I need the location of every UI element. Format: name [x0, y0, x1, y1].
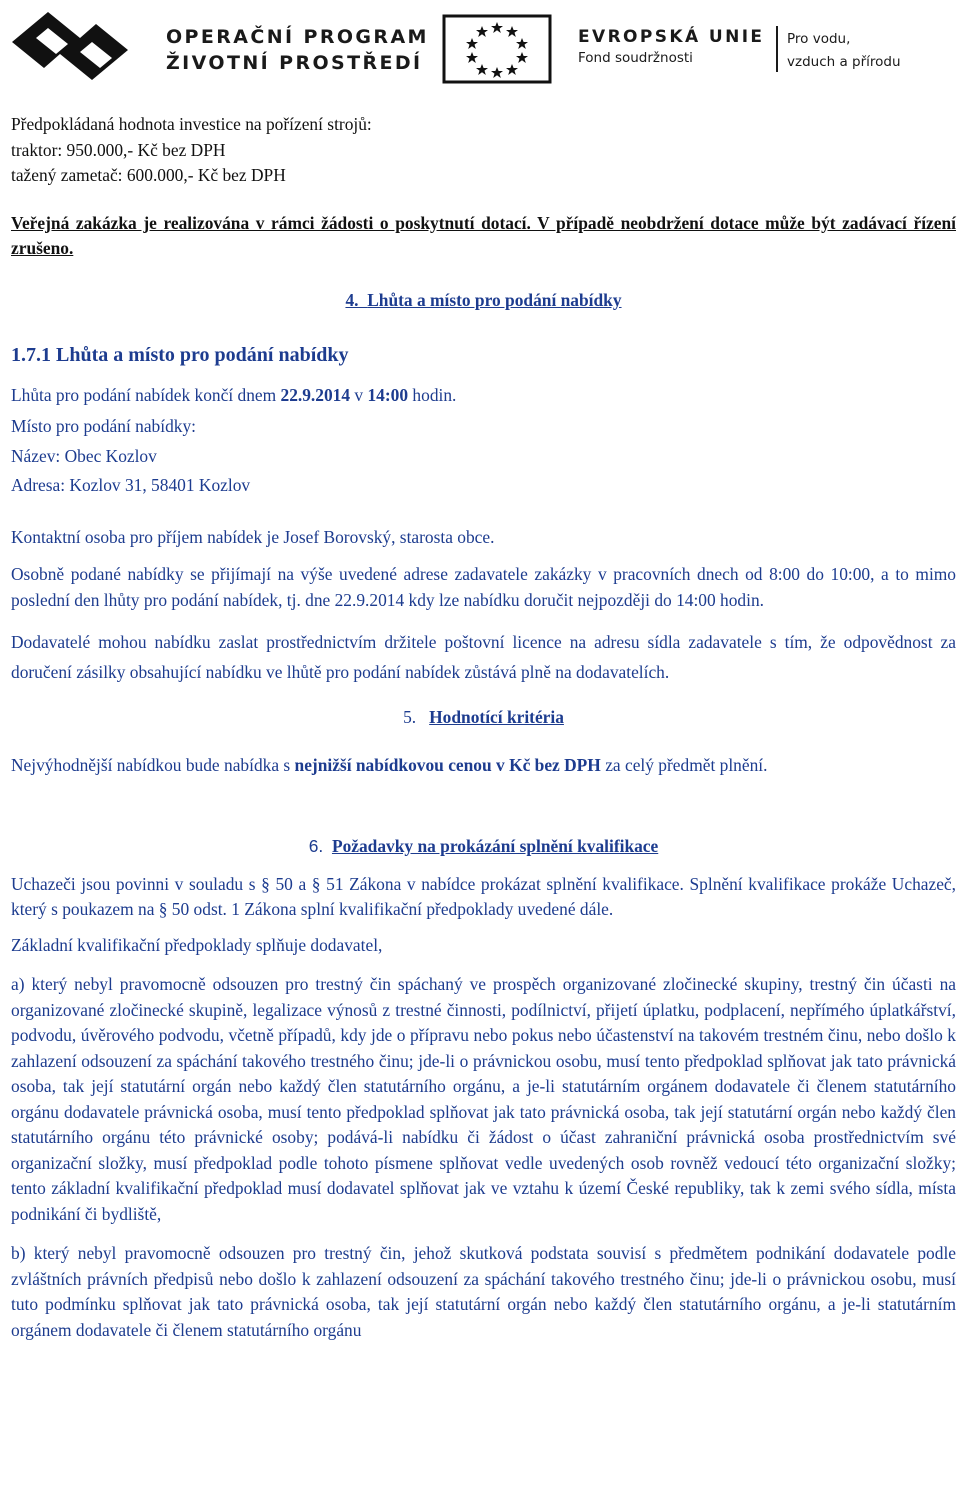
place-label: Místo pro podání nabídky:: [11, 416, 197, 436]
qualification-item-b: b) který nebyl pravomocně odsouzen pro trestný čin, jehož skutková podstata souvisí s předmětem podnikání dodavatele podle zvláštních právních předpisů nebo došlo k zahlazení odsouzení za spáchání takového trestného činu; jde-li o právnickou osobu, musí tuto podmínku splňovat jak tato právnická osoba, tak její statutární orgán nebo každý člen statutárního orgánu, a je-li statutárním orgánem dodavatele či členem statutárního orgánu: [11, 1243, 956, 1340]
section-5-heading: [11, 705, 956, 731]
section-4-title: Lhůta a místo pro podání nabídky: [367, 289, 622, 310]
section-6-number: 6.: [308, 836, 324, 856]
section-6-heading: [11, 834, 956, 860]
eu-fund: Fond soudržnosti: [578, 50, 693, 66]
subsection-title: Lhůta a místo pro podání nabídky: [56, 344, 349, 366]
deadline-date: 22.9.2014: [280, 384, 351, 405]
motto: [787, 28, 901, 74]
operacni-program-logo-icon: [8, 2, 158, 88]
deadline-time: 14:00: [367, 384, 409, 405]
header-divider: [776, 26, 778, 72]
section-5-text: [11, 753, 956, 779]
section-5-title: Hodnotící kritéria: [429, 707, 564, 727]
motto-line-1: Pro vodu,: [787, 31, 851, 47]
motto-line-2: vzduch a přírodu: [787, 54, 901, 70]
section-5-text-post: za celý předmět plnění.: [605, 754, 768, 775]
place-address: Adresa: Kozlov 31, 58401 Kozlov: [11, 475, 251, 495]
place-name: Název: Obec Kozlov: [11, 445, 157, 466]
eu-title: EVROPSKÁ UNIE: [578, 27, 765, 47]
basic-qualification: Základní kvalifikační předpoklady splňuje dodavatel,: [11, 934, 383, 955]
program-line-1: OPERAČNÍ PROGRAM: [166, 26, 429, 48]
program-name: [166, 24, 429, 76]
eu-block: [578, 26, 764, 68]
postal-submission: Dodavatelé mohou nabídku zaslat prostřednictvím držitele poštovní licence na adresu sídla zadavatele s tím, že odpovědnost za doručení zásilky obsahující nabídku ve lhůtě pro podání nabídek zůstává plně na dodavatelích.: [11, 632, 956, 682]
deadline-line: [11, 383, 956, 409]
program-line-2: ŽIVOTNÍ PROSTŘEDÍ: [166, 52, 423, 74]
subsection-number: 1.7.1: [11, 344, 51, 366]
section-5-number: 5.: [403, 707, 417, 727]
section-4-number: 4.: [345, 289, 359, 310]
section-6-title: Požadavky na prokázání splnění kvalifikace: [331, 836, 659, 856]
investment-tractor: traktor: 950.000,- Kč bez DPH: [11, 139, 226, 160]
deadline-pre: Lhůta pro podání nabídek končí dnem: [11, 384, 277, 405]
investment-sweeper: tažený zametač: 600.000,- Kč bez DPH: [11, 165, 286, 185]
eu-flag-icon: [442, 14, 552, 84]
subsection-heading: [11, 343, 956, 369]
deadline-mid: v: [354, 384, 364, 405]
qualification-item-a: a) který nebyl pravomocně odsouzen pro trestný čin spáchaný ve prospěch organizované zločinecké skupiny, trestný čin účasti na organizované zločinecké skupině, legalizace výnosů z trestné činnosti, podílnictví, přijetí úplatku, podplacení, nepřímého úplatkářství, podvodu, úvěrového podvodu, včetně případů, kdy jde o přípravu nebo pokus nebo účastenství na takovém trestném činu, nebo došlo k zahlazení odsouzení za spáchání takového trestného činu; jde-li o právnickou osobu, musí tento předpoklad splňovat jak tato právnická osoba, tak její statutární orgán nebo každý člen statutárního orgánu, a je-li statutárním orgánem dodavatele či členem statutárního orgánu dodavatele právnická osoba, musí tento předpoklad splňovat jak tato právnická osoba, tak její statutární orgán nebo každý člen statutárního orgánu této právnické osoby; podává-li nabídku či žádost o účast zahraniční právnická osoba prostřednictvím své organizační složky, musí předpoklad podle tohoto písmene splňovat vedle uvedených osob rovněž vedoucí této organizační složky; tento základní kvalifikační předpoklad musí dodavatel splňovat jak ve vztahu k území České republiky, tak k zemi svého sídla, místa podnikání či bydliště,: [11, 974, 956, 1224]
personal-submission: Osobně podané nabídky se přijímají na výše uvedené adrese zadavatele zakázky v pracovních dnech od 8:00 do 10:00, a to mimo poslední den lhůty pro podání nabídek, tj. dne 22.9.2014 kdy lze nabídku doručit nejpozději do 14:00 hodin.: [11, 564, 956, 610]
section-5-text-bold: nejnižší nabídkovou cenou v Kč bez DPH: [294, 754, 601, 775]
document-body: [11, 112, 956, 1343]
section-4-heading: [11, 288, 956, 314]
page-header: [0, 0, 960, 92]
section-6-intro: Uchazeči jsou povinni v souladu s § 50 a § 51 Zákona v nabídce prokázat splnění kvalifikace. Splnění kvalifikace prokáže Uchazeč, který s poukazem na § 50 odst. 1 Zákona splní kvalifikační předpoklady uvedené dále.: [11, 873, 956, 919]
contact-person: Kontaktní osoba pro příjem nabídek je Josef Borovský, starosta obce.: [11, 526, 495, 547]
investment-intro: Předpokládaná hodnota investice na pořízení strojů:: [11, 114, 372, 134]
deadline-post: hodin.: [412, 384, 457, 405]
subsidy-notice: Veřejná zakázka je realizována v rámci žádosti o poskytnutí dotací. V případě neobdržení dotace může být zadávací řízení zrušeno.: [11, 212, 956, 258]
section-5-text-pre: Nejvýhodnější nabídkou bude nabídka s: [11, 754, 291, 775]
